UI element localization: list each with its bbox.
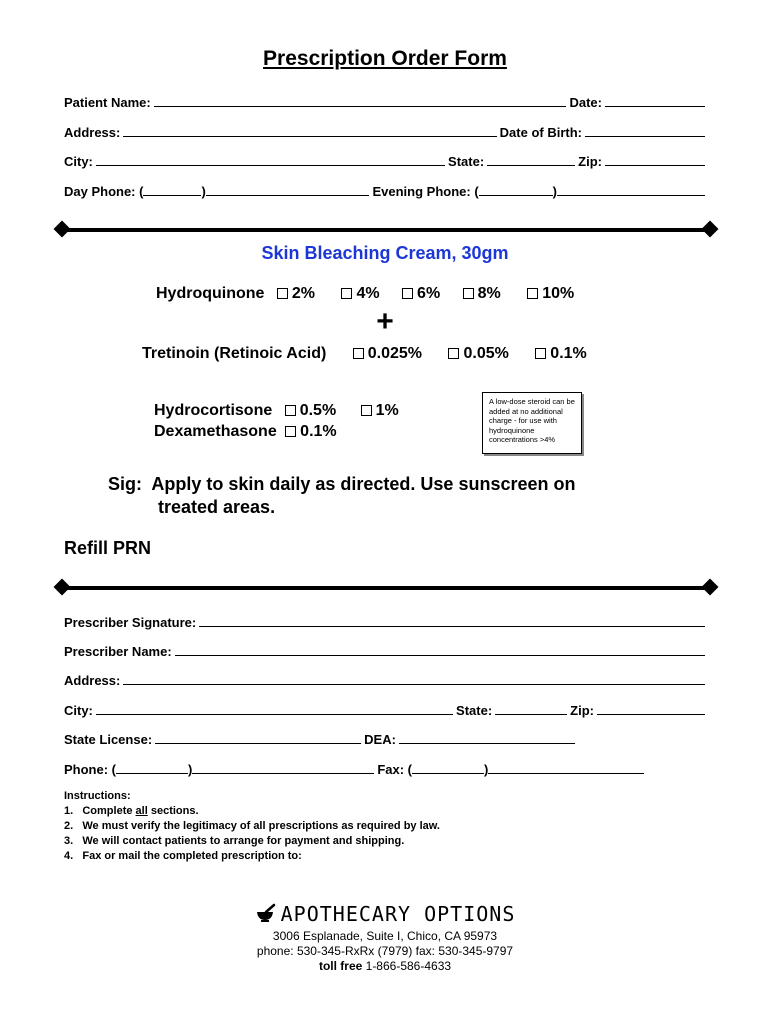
prescriber-phone-label: Phone: ( bbox=[64, 762, 116, 777]
prescriber-address-label: Address: bbox=[64, 673, 121, 688]
prescriber-name-label: Prescriber Name: bbox=[64, 644, 172, 659]
checkbox-icon bbox=[448, 348, 459, 359]
state-field[interactable] bbox=[487, 164, 575, 166]
sig-label: Sig: bbox=[108, 474, 142, 494]
evening-phone-field[interactable] bbox=[557, 194, 705, 196]
checkbox-icon bbox=[463, 288, 474, 299]
checkbox-icon bbox=[353, 348, 364, 359]
hydroquinone-option-6[interactable]: 6% bbox=[402, 285, 440, 303]
prescriber-phone-row: Phone: ( ) Fax: ( ) bbox=[64, 759, 708, 777]
dob-label: Date of Birth: bbox=[499, 125, 582, 140]
prescriber-signature-field[interactable] bbox=[199, 625, 705, 627]
city-field[interactable] bbox=[96, 164, 445, 166]
checkbox-icon bbox=[277, 288, 288, 299]
day-phone-area-field[interactable] bbox=[143, 194, 201, 196]
hydrocortisone-label: Hydrocortisone bbox=[154, 402, 273, 419]
prescriber-city-row bbox=[64, 700, 708, 718]
sig-line-2: treated areas. bbox=[158, 497, 276, 517]
dexamethasone-option-01[interactable]: 0.1% bbox=[285, 423, 336, 441]
prescriber-name-row bbox=[64, 641, 708, 659]
patient-name-row bbox=[64, 92, 708, 110]
day-phone-field[interactable] bbox=[206, 194, 370, 196]
evening-phone-area-field[interactable] bbox=[479, 194, 553, 196]
tretinoin-option-01[interactable]: 0.1% bbox=[535, 345, 586, 363]
prescriber-state-label: State: bbox=[456, 703, 493, 718]
hydroquinone-option-8[interactable]: 8% bbox=[463, 285, 501, 303]
evening-phone-label: Evening Phone: ( bbox=[372, 184, 479, 199]
checkbox-icon bbox=[527, 288, 538, 299]
hydroquinone-option-4[interactable]: 4% bbox=[341, 285, 379, 303]
dexamethasone-label: Dexamethasone bbox=[154, 423, 277, 440]
section-divider bbox=[54, 222, 718, 238]
dexamethasone-row bbox=[154, 423, 337, 441]
hydroquinone-option-2[interactable]: 2% bbox=[277, 285, 315, 303]
hydrocortisone-row bbox=[154, 402, 399, 420]
hydroquinone-row bbox=[156, 285, 574, 303]
hydroquinone-option-10[interactable]: 10% bbox=[527, 285, 574, 303]
hydrocortisone-option-1[interactable]: 1% bbox=[361, 402, 399, 420]
hydroquinone-label: Hydroquinone bbox=[156, 285, 265, 302]
fax-area-field[interactable] bbox=[412, 772, 484, 774]
zip-label: Zip: bbox=[578, 154, 602, 169]
patient-address-row bbox=[64, 122, 708, 140]
patient-name-label: Patient Name: bbox=[64, 95, 151, 110]
checkbox-icon bbox=[402, 288, 413, 299]
instruction-item: 4. Fax or mail the completed prescription to: bbox=[64, 850, 302, 862]
date-field[interactable] bbox=[605, 105, 705, 107]
tretinoin-option-0025[interactable]: 0.025% bbox=[353, 345, 422, 363]
instruction-item: 3. We will contact patients to arrange for payment and shipping. bbox=[64, 835, 405, 847]
date-label: Date: bbox=[569, 95, 602, 110]
patient-phone-row: Day Phone: ( ) Evening Phone: ( ) bbox=[64, 181, 708, 199]
instruction-item: 1. Complete all sections. bbox=[64, 805, 199, 817]
checkbox-icon bbox=[341, 288, 352, 299]
prescriber-signature-row bbox=[64, 612, 708, 630]
hydrocortisone-option-05[interactable]: 0.5% bbox=[285, 402, 336, 420]
zip-field[interactable] bbox=[605, 164, 705, 166]
fax-field[interactable] bbox=[488, 772, 644, 774]
prescriber-license-row bbox=[64, 729, 708, 747]
fax-label: Fax: ( bbox=[377, 762, 413, 777]
refill-label: Refill PRN bbox=[64, 538, 152, 558]
instruction-item: 2. We must verify the legitimacy of all prescriptions as required by law. bbox=[64, 820, 440, 832]
company-address: 3006 Esplanade, Suite I, Chico, CA 95973 bbox=[272, 929, 498, 943]
address-field[interactable] bbox=[123, 135, 496, 137]
company-phone: phone: 530-345-RxRx (7979) fax: 530-345-9797 bbox=[256, 944, 514, 958]
prescriber-signature-label: Prescriber Signature: bbox=[64, 615, 197, 630]
tretinoin-label: Tretinoin (Retinoic Acid) bbox=[142, 345, 327, 362]
tretinoin-row bbox=[142, 345, 587, 363]
prescriber-phone-field[interactable] bbox=[192, 772, 374, 774]
dob-field[interactable] bbox=[585, 135, 705, 137]
mortar-pestle-icon bbox=[255, 903, 277, 923]
tretinoin-option-005[interactable]: 0.05% bbox=[448, 345, 508, 363]
state-license-field[interactable] bbox=[155, 742, 361, 744]
prescriber-address-field[interactable] bbox=[123, 683, 705, 685]
company-name: APOTHECARY OPTIONS bbox=[280, 902, 516, 926]
dea-label: DEA: bbox=[364, 732, 396, 747]
prescriber-zip-label: Zip: bbox=[570, 703, 594, 718]
prescriber-city-field[interactable] bbox=[96, 713, 453, 715]
prescriber-zip-field[interactable] bbox=[597, 713, 705, 715]
city-label: City: bbox=[64, 154, 93, 169]
steroid-note: A low-dose steroid can be added at no additional charge - for use with hydroquinone concentrations >4% bbox=[482, 392, 582, 454]
patient-name-field[interactable] bbox=[154, 105, 567, 107]
prescriber-state-field[interactable] bbox=[495, 713, 567, 715]
prescriber-phone-area-field[interactable] bbox=[116, 772, 188, 774]
company-logo bbox=[0, 902, 770, 926]
product-title: Skin Bleaching Cream, 30gm bbox=[261, 243, 509, 263]
checkbox-icon bbox=[285, 405, 296, 416]
sig-instructions bbox=[108, 473, 708, 519]
prescriber-address-row bbox=[64, 670, 708, 688]
patient-city-row bbox=[64, 151, 708, 169]
page-title: Prescription Order Form bbox=[263, 47, 507, 70]
checkbox-icon bbox=[361, 405, 372, 416]
address-label: Address: bbox=[64, 125, 121, 140]
company-toll-free: toll free 1-866-586-4633 bbox=[318, 959, 452, 973]
prescriber-name-field[interactable] bbox=[175, 654, 705, 656]
checkbox-icon bbox=[285, 426, 296, 437]
prescriber-city-label: City: bbox=[64, 703, 93, 718]
dea-field[interactable] bbox=[399, 742, 575, 744]
instructions bbox=[64, 789, 440, 864]
state-label: State: bbox=[448, 154, 485, 169]
state-license-label: State License: bbox=[64, 732, 153, 747]
section-divider bbox=[54, 580, 718, 596]
sig-line-1: Apply to skin daily as directed. Use sunscreen on bbox=[151, 474, 576, 494]
company-contact bbox=[0, 929, 770, 974]
day-phone-label: Day Phone: ( bbox=[64, 184, 144, 199]
plus-sign: + bbox=[376, 305, 394, 338]
checkbox-icon bbox=[535, 348, 546, 359]
instructions-heading: Instructions: bbox=[64, 790, 131, 802]
